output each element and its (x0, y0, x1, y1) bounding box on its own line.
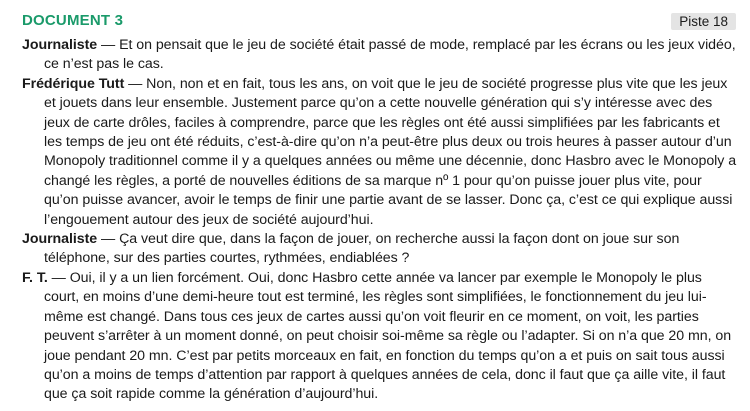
speech-text: Ça veut dire que, dans la façon de jouer, on recherche aussi la façon dont on joue sur son téléphone, sur des parties courtes, rythmées, endiablées ? (44, 231, 680, 267)
track-badge: Piste 18 (671, 13, 736, 30)
speech-text: Oui, il y a un lien forcément. Oui, donc Hasbro cette année va lancer par exemple le Monopoly le plus court, en moins d’une demi-heure tout est terminé, les règles sont simplifiées, le fonctionnement du jeu lui-même est changé. Dans tous ces jeux de cartes aussi qu’on voit fleurir en ce moment, on voit, les parties peuvent s’arrêter à un moment donné, on peut choisir soi-même sa règle ou l’adapter. Si on n’a que 20 mn, on joue pendant 20 mn. C’est par petits morceaux en fait, en fonction du temps qu’on a et puis on sait tous aussi qu’on a moins de temps d’attention par rapport à quelques années de cela, donc il faut que ça aille vite, il faut que ça soit rapide comme la génération d’aujourd’hui. (44, 269, 732, 403)
speaker-name: Journaliste (22, 231, 98, 248)
document-header (22, 12, 738, 36)
speaker-name: F. T. (22, 269, 48, 286)
transcript-paragraph: Journaliste — Ça veut dire que, dans la façon de jouer, on recherche aussi la façon dont on joue sur son téléphone, sur des parties courtes, rythmées, endiablées ? (22, 231, 680, 267)
speech-text: Et on pensait que le jeu de société était passé de mode, remplacé par les écrans ou les jeux vidéo, ce n’est pas le cas. (44, 37, 736, 73)
speaker-name: Journaliste (22, 37, 98, 53)
speaker-name: Frédérique Tutt (22, 75, 125, 92)
document-title: DOCUMENT 3 (22, 12, 124, 29)
speech-text: Non, non et en fait, tous les ans, on voit que le jeu de société progresse plus vite que les jeux et jouets dans leur ensemble. Justement parce qu’on a cette nouvelle génération qui s’y intéresse avec des jeux de carte drôles, faciles à comprendre, parce que les règles ont été aussi simplifiées par les fabricants et les temps de jeu ont été réduits, c’est-à-dire qu’on n’a peut-être plus deux ou trois heures à passer autour d’un Monopoly traditionnel comme il y a quelques années ou même une décennie, donc Hasbro avec le Monopoly a changé les règles, a porté de nouvelles éditions de sa marque nº 1 pour qu’on puisse jouer plus vite, pour qu’on puisse avancer, avoir le temps de finir une partie avant de se lasser. Donc ça, c’est ce qui explique aussi l’engouement autour des jeux de société aujourd’hui. (44, 75, 737, 228)
transcript-paragraph: Frédérique Tutt — Non, non et en fait, tous les ans, on voit que le jeu de société progresse plus vite que les jeux et jouets dans leur ensemble. Justement parce qu’on a cette nouvelle génération qui s’y intéresse avec des jeux de carte drôles, faciles à comprendre, parce que les règles ont été aussi simplifiées par les fabricants et les temps de jeu ont été réduits, c’est-à-dire qu’on n’a peut-être plus deux ou trois heures à passer autour d’un Monopoly traditionnel comme il y a quelques années ou même une décennie, donc Hasbro avec le Monopoly a changé les règles, a porté de nouvelles éditions de sa marque nº 1 pour qu’on puisse jouer plus vite, pour qu’on puisse avancer, avoir le temps de finir une partie avant de se lasser. Donc ça, c’est ce qui explique aussi l’engouement autour des jeux de société aujourd’hui. (22, 75, 737, 228)
transcript (22, 36, 738, 405)
transcript-paragraph: F. T. — Oui, il y a un lien forcément. Oui, donc Hasbro cette année va lancer par exemple le Monopoly le plus court, en moins d’une demi-heure tout est terminé, les règles sont simplifiées, le fonctionnement du jeu lui-même est changé. Dans tous ces jeux de cartes aussi qu’on voit fleurir en ce moment, on voit, les parties peuvent s’arrêter à un moment donné, on peut choisir soi-même sa règle ou l’adapter. Si on n’a que 20 mn, on joue pendant 20 mn. C’est par petits morceaux en fait, en fonction du temps qu’on a et puis on sait tous aussi qu’on a moins de temps d’attention par rapport à quelques années de cela, donc il faut que ça aille vite, il faut que ça soit rapide comme la génération d’aujourd’hui. (22, 269, 732, 403)
transcript-paragraph: Journaliste — Et on pensait que le jeu de société était passé de mode, remplacé par les écrans ou les jeux vidéo, ce n’est pas le cas. (22, 37, 736, 73)
